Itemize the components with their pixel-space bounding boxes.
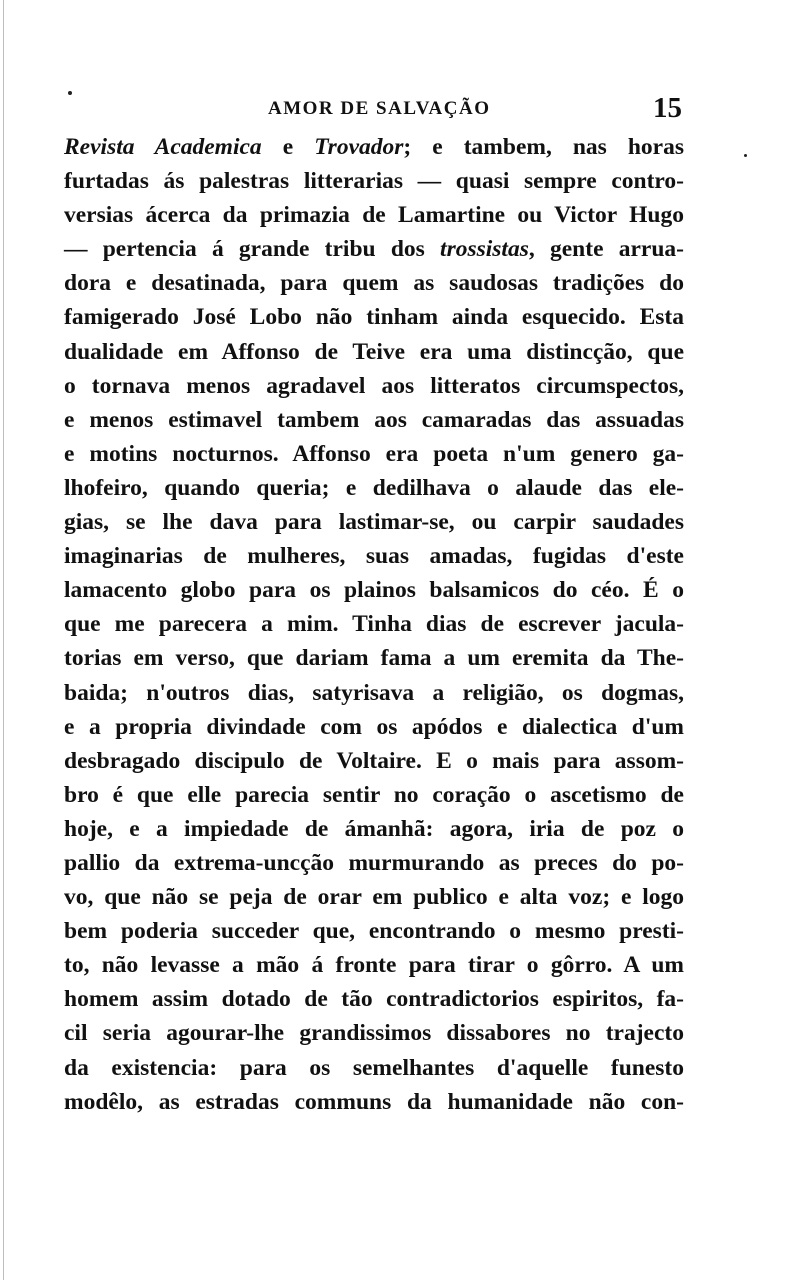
text-line: gias, se lhe dava para lastimar-se, ou carpir saudades [64, 509, 684, 536]
text-line: pallio da extrema-uncção murmurando as preces do po- [64, 849, 684, 876]
text-line: e motins nocturnos. Affonso era poeta n'um genero ga- [64, 440, 684, 467]
text-line: e menos estimavel tambem aos camaradas das assuadas [64, 406, 684, 433]
text-line: famigerado José Lobo não tinham ainda esquecido. Esta [64, 304, 684, 331]
running-title: AMOR DE SALVAÇÃO [268, 98, 491, 119]
body-text [64, 130, 684, 1119]
text-line: homem assim dotado de tão contradictorios espiritos, fa- [64, 986, 684, 1013]
text-line: vo, que não se peja de orar em publico e alta voz; e logo [64, 884, 684, 911]
text-line: torias em verso, que dariam fama a um eremita da The- [64, 645, 684, 672]
page-header [64, 92, 684, 128]
italic-title: Revista Academica [64, 134, 262, 160]
text-line [64, 130, 684, 164]
stray-mark [744, 154, 747, 157]
italic-title: Trovador [314, 134, 404, 160]
text-line: o tornava menos agradavel aos litteratos circumspectos, [64, 372, 684, 399]
text-line: hoje, e a impiedade de ámanhã: agora, iria de poz o [64, 815, 684, 842]
text-fragment: e [261, 134, 315, 160]
text-fragment: — pertencia á grande tribu dos [64, 236, 441, 263]
text-line: cil seria agourar-lhe grandissimos dissabores no trajecto [64, 1020, 684, 1047]
page-number: 15 [653, 92, 682, 124]
text-line: to, não levasse a mão á fronte para tirar o gôrro. A um [64, 952, 684, 979]
text-line: baida; n'outros dias, satyrisava a religião, os dogmas, [64, 679, 684, 706]
text-line: versias ácerca da primazia de Lamartine ou Victor Hugo [64, 202, 684, 229]
italic-word: trossistas [440, 236, 529, 263]
text-line [64, 232, 684, 266]
text-line: lamacento globo para os plainos balsamicos do céo. É o [64, 577, 684, 604]
page-edge-line [3, 0, 4, 1280]
text-line: bem poderia succeder que, encontrando o mesmo presti- [64, 918, 684, 945]
text-line: que me parecera a mim. Tinha dias de escrever jacula- [64, 611, 684, 638]
text-line: bro é que elle parecia sentir no coração o ascetismo de [64, 781, 684, 808]
text-line: desbragado discipulo de Voltaire. E o mais para assom- [64, 747, 684, 774]
text-line: da existencia: para os semelhantes d'aquelle funesto [64, 1054, 684, 1081]
text-line: e a propria divindade com os apódos e dialectica d'um [64, 713, 684, 740]
text-line: imaginarias de mulheres, suas amadas, fugidas d'este [64, 543, 684, 570]
text-line: lhofeiro, quando queria; e dedilhava o alaude das ele- [64, 474, 684, 501]
text-line: modêlo, as estradas communs da humanidade não con- [64, 1088, 684, 1115]
text-line: furtadas ás palestras litterarias — quasi sempre contro- [64, 168, 684, 195]
text-line: dora e desatinada, para quem as saudosas tradições do [64, 270, 684, 297]
text-fragment: ; e tambem, nas horas [403, 134, 685, 160]
text-line: dualidade em Affonso de Teive era uma distincção, que [64, 338, 684, 365]
text-fragment: , gente arrua- [528, 236, 684, 263]
